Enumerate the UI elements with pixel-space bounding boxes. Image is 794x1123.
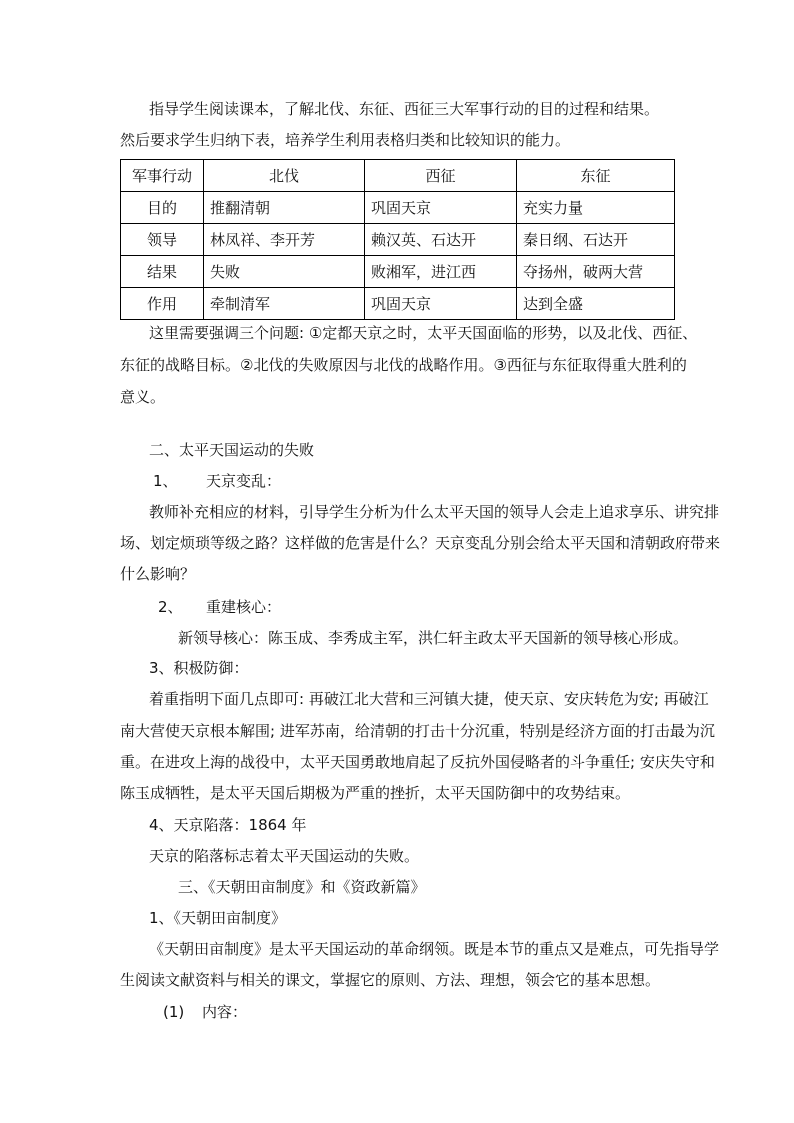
table-row [121,288,675,320]
table-cell: 秦日纲、石达开 [517,224,675,256]
paragraph-line: 新领导核心：陈玉成、李秀成主军，洪仁轩主政太平天国新的领导核心形成。 [178,629,689,647]
table-header-cell: 西征 [365,160,517,192]
item-3-heading: 3、积极防御： [149,659,249,677]
table-cell: 巩固天京 [365,192,517,224]
table-header-cell: 北伐 [204,160,365,192]
table-cell: 失败 [204,256,365,288]
paragraph-line: 重。在进攻上海的战役中，太平天国勇敢地肩起了反抗外国侵略者的斗争重任; 安庆失守和 [120,753,715,771]
table-row [121,224,675,256]
paragraph-line: 南大营使天京根本解围; 进军苏南，给清朝的打击十分沉重，特别是经济方面的打击最为沉 [120,722,715,740]
table-cell: 推翻清朝 [204,192,365,224]
table-row-label: 结果 [121,256,204,288]
item-2-number: 2、 [158,598,183,616]
section-2-heading: 二、太平天国运动的失败 [149,441,315,459]
table-cell: 牵制清军 [204,288,365,320]
table-header-row [121,160,675,192]
emphasis-line-2: 东征的战略目标。②北伐的失败原因与北伐的战略作用。③西征与东征取得重大胜利的 [120,356,687,374]
sub-item-label: 内容： [202,1003,248,1021]
emphasis-line-3: 意义。 [120,388,166,406]
paragraph-line: 场、划定烦琐等级之路？这样做的危害是什么？天京变乱分别会给太平天国和清朝政府带来 [120,534,721,552]
paragraph-line: 天京的陷落标志着太平天国运动的失败。 [149,847,420,865]
table-cell: 赖汉英、石达开 [365,224,517,256]
table-row [121,256,675,288]
item-1-label: 天京变乱： [206,472,282,490]
item-1-number: 1、 [153,472,178,490]
intro-line-1: 指导学生阅读课本，了解北伐、东征、西征三大军事行动的目的过程和结果。 [149,100,660,118]
item-2-label: 重建核心： [206,598,282,616]
item-4-heading: 4、天京陷落：1864 年 [149,816,307,834]
intro-line-2: 然后要求学生归纳下表，培养学生利用表格归类和比较知识的能力。 [120,131,571,149]
table-cell: 巩固天京 [365,288,517,320]
paragraph-line: 陈玉成牺牲，是太平天国后期极为严重的挫折，太平天国防御中的攻势结束。 [120,784,631,802]
table-row-label: 目的 [121,192,204,224]
section-3-heading: 三、《天朝田亩制度》和《资政新篇》 [178,878,426,896]
table-header-cell: 军事行动 [121,160,204,192]
paragraph-line: 教师补充相应的材料，引导学生分析为什么太平天国的领导人会走上追求享乐、讲究排 [149,503,720,521]
table-cell: 充实力量 [517,192,675,224]
table-cell: 林凤祥、李开芳 [204,224,365,256]
table-cell: 达到全盛 [517,288,675,320]
paragraph-line: 什么影响？ [120,565,196,583]
paragraph-line: 生阅读文献资料与相关的课文，掌握它的原则、方法、理想，领会它的基本思想。 [120,971,661,989]
table-row [121,192,675,224]
emphasis-line-1: 这里需要强调三个问题: ①定都天京之时，太平天国面临的形势，以及北伐、西征、 [149,324,698,342]
paragraph-line: 《天朝田亩制度》是太平天国运动的革命纲领。既是本节的重点又是难点，可先指导学 [149,940,720,958]
military-actions-table [120,159,675,320]
sub-item-number: (1) [163,1003,185,1021]
paragraph-line: 着重指明下面几点即可: 再破江北大营和三河镇大捷，使天京、安庆转危为安; 再破江 [149,690,709,708]
table-row-label: 作用 [121,288,204,320]
table-header-cell: 东征 [517,160,675,192]
table-cell: 夺扬州，破两大营 [517,256,675,288]
table-cell: 败湘军，进江西 [365,256,517,288]
section-3-item-1-heading: 1、《天朝田亩制度》 [149,909,287,927]
table-row-label: 领导 [121,224,204,256]
